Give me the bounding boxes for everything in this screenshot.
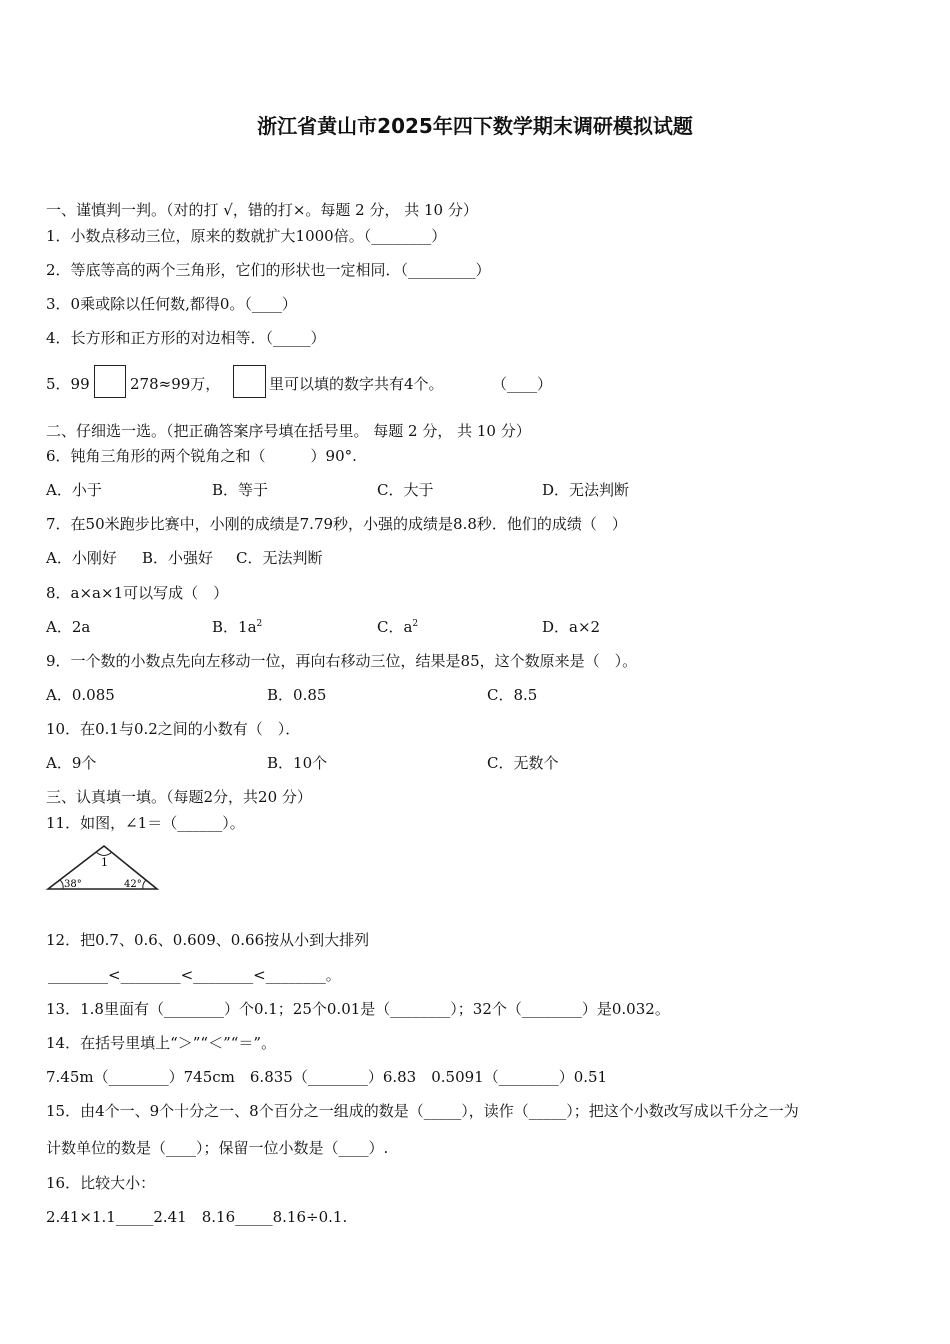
question-8-option-c-exponent: 2: [412, 619, 419, 629]
question-3: 3．0乘或除以任何数,都得0。（____）: [46, 295, 297, 313]
question-2: 2．等底等高的两个三角形，它们的形状也一定相同．（_________）: [46, 261, 491, 279]
question-16: 16．比较大小：: [46, 1174, 156, 1192]
section-2-header: 二、仔细选一选。（把正确答案序号填在括号里。 每题 2 分， 共 10 分）: [46, 422, 531, 440]
question-5-part-c: 里可以填的数字共有4个。: [269, 375, 444, 393]
question-8-option-a: A．2a: [46, 618, 91, 636]
question-15-line-2: 计数单位的数是（____）；保留一位小数是（____）.: [46, 1139, 389, 1157]
question-14: 14．在括号里填上“＞”“＜”“＝”。: [46, 1034, 277, 1052]
question-7-option-c: C．无法判断: [236, 549, 323, 567]
question-15-line-1: 15．由4个一、9个十分之一、8个百分之一组成的数是（_____），读作（_____）；把这个小数改写成以千分之一为: [46, 1102, 799, 1120]
section-3-header: 三、认真填一填。（每题2分，共20 分）: [46, 788, 312, 806]
question-9-option-a: A．0.085: [46, 686, 115, 704]
question-7: 7．在50米跑步比赛中，小刚的成绩是7.79秒，小强的成绩是8.8秒．他们的成绩（ ）: [46, 515, 627, 533]
question-6: 6．钝角三角形的两个锐角之和（ ）90°.: [46, 447, 357, 465]
question-10-option-a: A．9个: [46, 754, 97, 772]
question-8-option-b-text: B．1a: [212, 618, 257, 636]
question-12: 12．把0.7、0.6、0.609、0.66按从小到大排列: [46, 931, 370, 949]
angle-1-label: 1: [101, 856, 108, 869]
question-6-option-d: D．无法判断: [542, 481, 630, 499]
answer-box-2[interactable]: [233, 365, 266, 398]
question-10-option-b: B．10个: [267, 754, 328, 772]
question-16-comparisons: 2.41×1.1_____2.41 8.16_____8.16÷0.1.: [46, 1208, 348, 1226]
question-9-option-c: C．8.5: [487, 686, 538, 704]
answer-box-1[interactable]: [94, 365, 126, 398]
angle-1-arc: [96, 852, 112, 856]
question-6-option-a: A．小于: [46, 481, 102, 499]
question-9-option-b: B．0.85: [267, 686, 327, 704]
page-title: 浙江省黄山市2025年四下数学期末调研模拟试题: [257, 114, 693, 138]
question-6-option-c: C．大于: [377, 481, 434, 499]
question-7-option-b: B．小强好: [142, 549, 214, 567]
angle-right-arc: [143, 880, 146, 889]
angle-right-label: 42°: [124, 879, 142, 890]
question-5-part-b: 278≈99万，: [130, 375, 221, 393]
question-10: 10．在0.1与0.2之间的小数有（ ）．: [46, 720, 301, 738]
question-7-option-a: A．小刚好: [46, 549, 117, 567]
angle-left-arc: [60, 880, 63, 889]
question-1: 1．小数点移动三位，原来的数就扩大1000倍。（________）: [46, 227, 447, 245]
question-10-option-c: C．无数个: [487, 754, 559, 772]
question-5-part-a: 5．99: [46, 375, 90, 393]
question-11: 11．如图，∠1＝（______）。: [46, 814, 245, 832]
question-8-option-b: [212, 620, 262, 635]
question-4: 4．长方形和正方形的对边相等．（_____）: [46, 329, 326, 347]
question-13: 13．1.8里面有（________）个0.1；25个0.01是（________）；32个（________）是0.032。: [46, 1000, 670, 1018]
question-9: 9．一个数的小数点先向左移动一位，再向右移动三位，结果是85，这个数原来是（ ）。: [46, 652, 638, 670]
triangle-figure: [44, 842, 162, 894]
angle-left-label: 38°: [64, 879, 82, 890]
question-5-blank: （____）: [492, 375, 553, 393]
question-8: 8．a×a×1可以写成（ ）: [46, 584, 229, 602]
question-14-comparisons: 7.45m（________）745cm 6.835（________）6.83 0.5091（________）0.51: [46, 1068, 608, 1086]
question-12-answer-line: ________<________<________<________。: [48, 966, 341, 984]
section-1-header: 一、谨慎判一判。（对的打 √，错的打×。每题 2 分， 共 10 分）: [46, 201, 478, 219]
question-6-option-b: B．等于: [212, 481, 269, 499]
question-8-option-b-exponent: 2: [256, 619, 263, 629]
question-8-option-c-text: C．a: [377, 618, 413, 636]
question-8-option-c: [377, 620, 418, 635]
question-8-option-d: D．a×2: [542, 618, 601, 636]
